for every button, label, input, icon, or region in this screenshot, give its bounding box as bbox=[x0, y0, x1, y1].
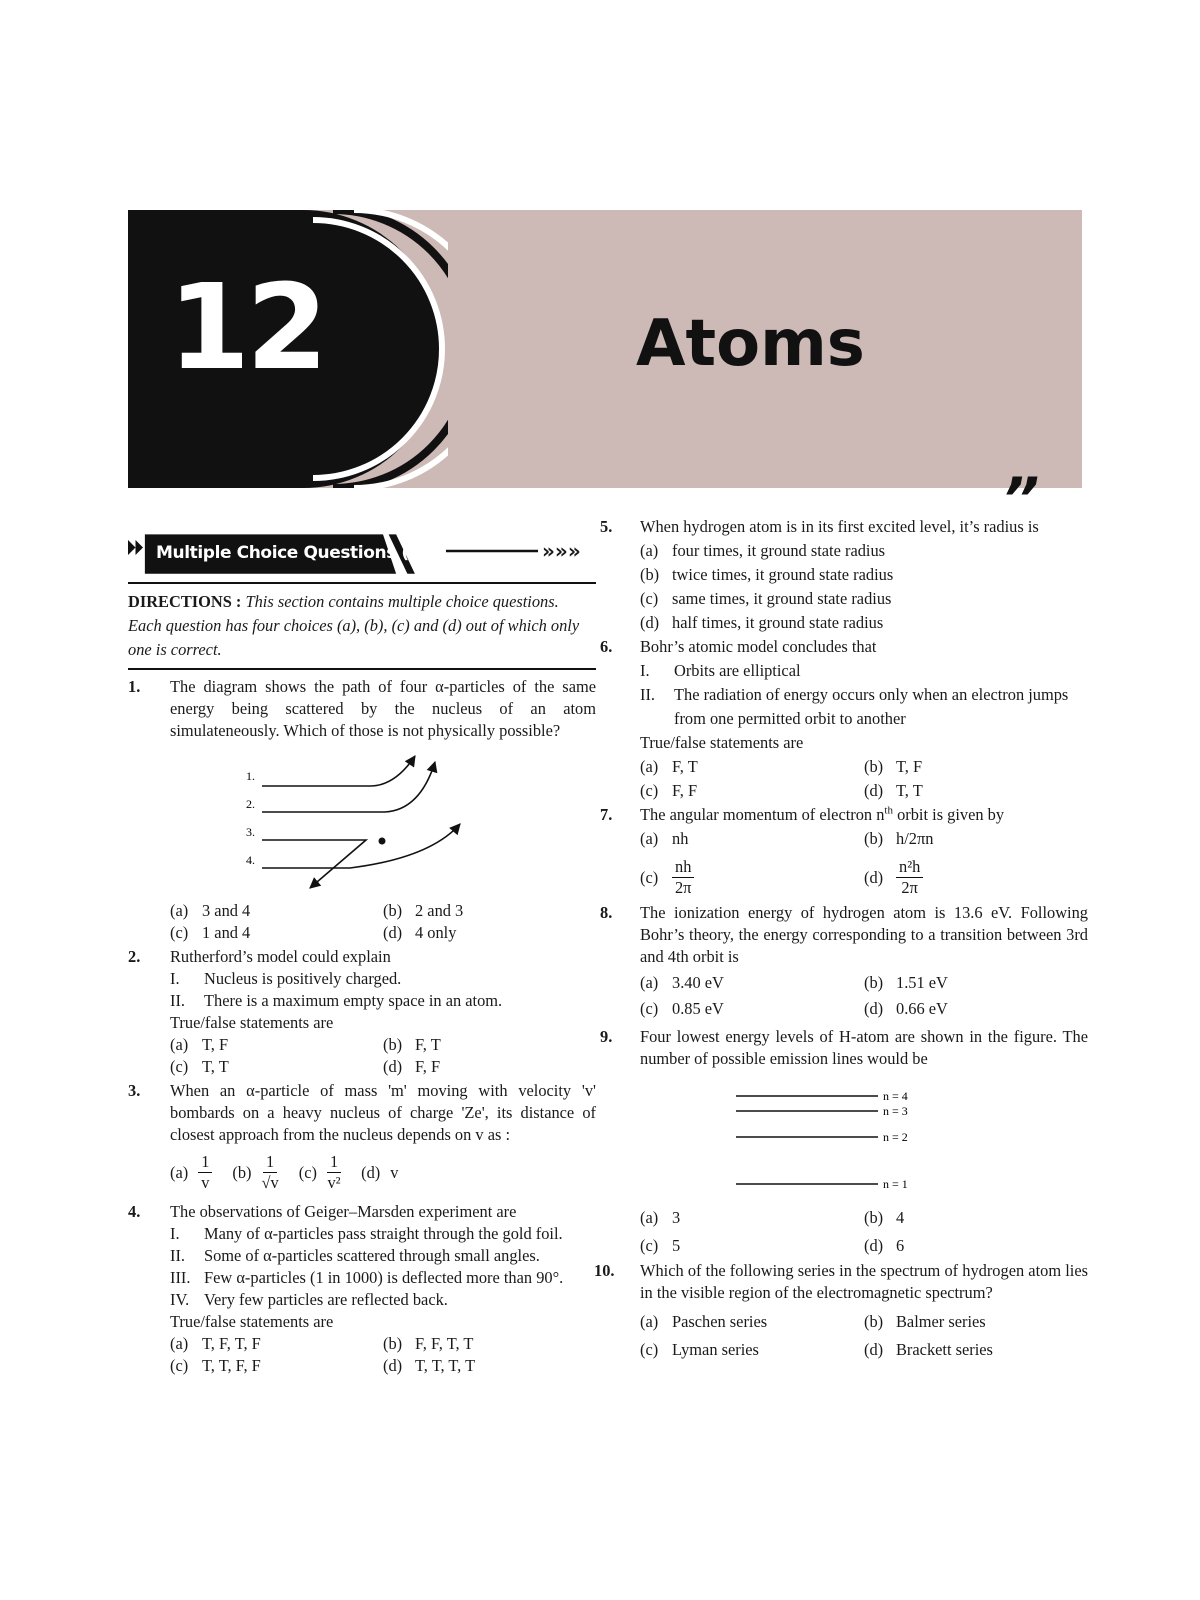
option-letter: (a) bbox=[170, 1035, 189, 1054]
option-text: F, T bbox=[672, 757, 698, 776]
chapter-title: Atoms bbox=[636, 307, 865, 381]
option-c[interactable] bbox=[170, 1355, 383, 1377]
option-text: 3 bbox=[672, 1208, 681, 1227]
option-text: 3.40 eV bbox=[672, 973, 724, 992]
option-b[interactable] bbox=[864, 1308, 1088, 1336]
question-10 bbox=[594, 1260, 1088, 1364]
question-text: The diagram shows the path of four α-particles of the same energy being scattered by the nucleus of an atom simulateneously. Which of those is not physically possible? bbox=[170, 677, 596, 740]
option-letter: (a) bbox=[640, 1312, 659, 1331]
option-letter: (c) bbox=[640, 781, 659, 800]
statement bbox=[170, 1267, 596, 1289]
option-letter: (a) bbox=[640, 829, 659, 848]
option-b[interactable] bbox=[383, 900, 596, 922]
option-a[interactable] bbox=[170, 900, 383, 922]
option-c[interactable] bbox=[299, 1152, 341, 1193]
statement bbox=[170, 1245, 596, 1267]
option-text: 4 bbox=[896, 1208, 905, 1227]
option-letter: (d) bbox=[864, 1340, 884, 1359]
option-text: T, T bbox=[896, 781, 923, 800]
question-number: 8. bbox=[600, 903, 613, 922]
option-text: T, T bbox=[202, 1057, 229, 1076]
option-b[interactable] bbox=[864, 970, 1088, 996]
option-letter: (d) bbox=[383, 923, 403, 942]
option-text: 0.66 eV bbox=[896, 999, 948, 1018]
option-text: 4 only bbox=[415, 923, 457, 942]
option-d[interactable] bbox=[640, 611, 1088, 635]
directions-text: This section contains multiple choice questions. Each question has four choices (a), (b), (c) and (d) out of which only one is correct. bbox=[128, 592, 580, 659]
question-number: 2. bbox=[128, 947, 141, 966]
path-label-1: 1. bbox=[246, 769, 255, 783]
alpha-scattering-figure bbox=[170, 748, 590, 898]
option-a[interactable] bbox=[170, 1333, 383, 1355]
directions-bottom-rule bbox=[128, 668, 596, 670]
option-text: F, F bbox=[672, 781, 698, 800]
level-label-n4: n = 4 bbox=[883, 1089, 908, 1103]
option-text: 2 and 3 bbox=[415, 901, 464, 920]
option-d[interactable] bbox=[864, 996, 1088, 1022]
statement-text: Nucleus is positively charged. bbox=[204, 969, 402, 988]
question-6 bbox=[600, 635, 1088, 803]
option-text: F, F bbox=[415, 1057, 441, 1076]
option-letter: (a) bbox=[640, 1208, 659, 1227]
option-a[interactable] bbox=[640, 539, 1088, 563]
option-text: half times, it ground state radius bbox=[672, 613, 884, 632]
statement-text: Many of α-particles pass straight through the gold foil. bbox=[204, 1224, 563, 1243]
question-number: 1. bbox=[128, 677, 141, 696]
options bbox=[640, 1204, 1088, 1260]
option-letter: (b) bbox=[864, 973, 884, 992]
options bbox=[170, 1034, 596, 1078]
option-text: h/2πn bbox=[896, 829, 934, 848]
fraction bbox=[672, 857, 694, 898]
option-d[interactable] bbox=[383, 1355, 596, 1377]
option-text: T, F, T, F bbox=[202, 1334, 261, 1353]
option-a[interactable] bbox=[640, 970, 864, 996]
level-label-n2: n = 2 bbox=[883, 1130, 908, 1144]
options bbox=[640, 827, 1088, 898]
option-letter: (c) bbox=[170, 1057, 189, 1076]
statement bbox=[640, 659, 1088, 683]
energy-level-diagram bbox=[640, 1074, 1080, 1204]
option-text: 5 bbox=[672, 1236, 681, 1255]
option-letter: (d) bbox=[864, 999, 884, 1018]
statement-text: Few α-particles (1 in 1000) is deflected more than 90°. bbox=[204, 1268, 564, 1287]
statement bbox=[170, 990, 596, 1012]
option-letter: (c) bbox=[640, 1340, 659, 1359]
question-number: 5. bbox=[600, 517, 613, 536]
option-letter: (c) bbox=[640, 589, 659, 608]
statement-label: II. bbox=[640, 685, 656, 704]
chapter-number: 12 bbox=[168, 258, 325, 396]
option-letter: (b) bbox=[232, 1162, 252, 1182]
tf-prompt: True/false statements are bbox=[170, 1013, 334, 1032]
option-c[interactable] bbox=[640, 587, 1088, 611]
statement-label: I. bbox=[170, 1224, 180, 1243]
option-letter: (b) bbox=[864, 757, 884, 776]
option-text: same times, it ground state radius bbox=[672, 589, 892, 608]
question-3 bbox=[128, 1080, 596, 1193]
option-a[interactable] bbox=[170, 1034, 383, 1056]
option-letter: (a) bbox=[170, 1334, 189, 1353]
option-text: F, F, T, T bbox=[415, 1334, 474, 1353]
question-1 bbox=[128, 676, 596, 944]
option-b[interactable] bbox=[864, 755, 1088, 779]
option-text: four times, it ground state radius bbox=[672, 541, 886, 560]
question-text-part: The angular momentum of electron n bbox=[640, 805, 885, 824]
question-text: When an α-particle of mass 'm' moving with velocity 'v' bombards on a heavy nucleus of charge 'Ze', its distance of closest approach from the nucleus depends on v as : bbox=[170, 1081, 596, 1144]
statement-text: Orbits are elliptical bbox=[674, 661, 801, 680]
options bbox=[170, 1152, 596, 1193]
denominator: √v bbox=[261, 1173, 279, 1192]
question-text: Bohr’s atomic model concludes that bbox=[640, 637, 877, 656]
options bbox=[640, 755, 1088, 803]
section-header bbox=[128, 530, 596, 582]
option-c[interactable] bbox=[640, 996, 864, 1022]
statement-text: There is a maximum empty space in an atom. bbox=[204, 991, 503, 1010]
option-b[interactable] bbox=[864, 827, 1088, 851]
statement bbox=[640, 683, 1088, 731]
question-9 bbox=[600, 1026, 1088, 1260]
option-a[interactable] bbox=[640, 1204, 864, 1232]
statement-text: Some of α-particles scattered through small angles. bbox=[204, 1246, 540, 1265]
option-b[interactable] bbox=[232, 1152, 278, 1193]
option-text: F, T bbox=[415, 1035, 441, 1054]
right-column bbox=[594, 515, 1088, 1364]
options bbox=[170, 1333, 596, 1377]
option-d[interactable] bbox=[864, 1336, 1088, 1364]
option-a[interactable] bbox=[640, 1308, 864, 1336]
option-letter: (b) bbox=[383, 1035, 403, 1054]
option-letter: (c) bbox=[640, 999, 659, 1018]
option-b[interactable] bbox=[640, 563, 1088, 587]
statement-label: II. bbox=[170, 991, 186, 1010]
option-text: nh bbox=[672, 829, 689, 848]
option-letter: (b) bbox=[640, 565, 660, 584]
option-text: T, F bbox=[896, 757, 923, 776]
option-text: Brackett series bbox=[896, 1340, 993, 1359]
option-d[interactable] bbox=[361, 1162, 398, 1184]
numerator: 1 bbox=[198, 1152, 212, 1173]
question-text bbox=[640, 803, 1088, 827]
option-letter: (d) bbox=[864, 867, 884, 887]
question-4 bbox=[128, 1201, 596, 1377]
option-letter: (d) bbox=[864, 1236, 884, 1255]
option-text: T, F bbox=[202, 1035, 229, 1054]
numerator: 1 bbox=[263, 1152, 277, 1173]
option-text: 3 and 4 bbox=[202, 901, 251, 920]
option-text: 6 bbox=[896, 1236, 905, 1255]
path-label-3: 3. bbox=[246, 825, 255, 839]
directions bbox=[128, 584, 596, 668]
question-number: 9. bbox=[600, 1027, 613, 1046]
fraction bbox=[198, 1152, 212, 1193]
path-label-4: 4. bbox=[246, 853, 255, 867]
question-text: Which of the following series in the spectrum of hydrogen atom lies in the visible region of the electromagnetic spectrum? bbox=[640, 1261, 1088, 1302]
option-c[interactable] bbox=[640, 1336, 864, 1364]
level-label-n3: n = 3 bbox=[883, 1104, 908, 1118]
statement bbox=[170, 968, 596, 990]
option-d[interactable] bbox=[864, 857, 1088, 898]
option-c[interactable] bbox=[170, 1056, 383, 1078]
tf-prompt: True/false statements are bbox=[640, 733, 804, 752]
option-d[interactable] bbox=[864, 779, 1088, 803]
question-text: When hydrogen atom is in its first excited level, it’s radius is bbox=[640, 517, 1039, 536]
question-number: 7. bbox=[600, 805, 613, 824]
option-text: Balmer series bbox=[896, 1312, 986, 1331]
option-letter: (d) bbox=[640, 613, 660, 632]
option-letter: (a) bbox=[640, 541, 659, 560]
statement bbox=[170, 1223, 596, 1245]
statement-text: The radiation of energy occurs only when an electron jumps from one permitted orbit to another bbox=[674, 685, 1069, 728]
option-text: twice times, it ground state radius bbox=[672, 565, 894, 584]
statement-label: I. bbox=[640, 661, 650, 680]
option-letter: (d) bbox=[864, 781, 884, 800]
question-text: The ionization energy of hydrogen atom is 13.6 eV. Following Bohr’s theory, the energy corresponding to a transition between 3rd and 4th orbit is bbox=[640, 903, 1088, 966]
fraction bbox=[896, 857, 923, 898]
option-letter: (a) bbox=[640, 973, 659, 992]
statement bbox=[170, 1289, 596, 1311]
question-text: Rutherford’s model could explain bbox=[170, 947, 391, 966]
statement-text: Very few particles are reflected back. bbox=[204, 1290, 448, 1309]
option-letter: (a) bbox=[640, 757, 659, 776]
option-d[interactable] bbox=[383, 1056, 596, 1078]
left-column bbox=[128, 530, 596, 1377]
numerator: nh bbox=[672, 857, 694, 878]
option-text: T, T, T, T bbox=[415, 1356, 476, 1375]
question-5 bbox=[600, 515, 1088, 635]
denominator: 2π bbox=[901, 878, 918, 897]
question-8 bbox=[600, 902, 1088, 1022]
option-letter: (a) bbox=[170, 1162, 189, 1182]
option-c[interactable] bbox=[640, 1232, 864, 1260]
question-text: Four lowest energy levels of H-atom are shown in the figure. The number of possible emission lines would be bbox=[640, 1027, 1088, 1068]
option-letter: (b) bbox=[864, 829, 884, 848]
option-letter: (c) bbox=[640, 867, 659, 887]
options bbox=[640, 970, 1088, 1022]
option-text: 1 and 4 bbox=[202, 923, 251, 942]
option-letter: (c) bbox=[170, 1356, 189, 1375]
option-d[interactable] bbox=[864, 1232, 1088, 1260]
option-letter: (c) bbox=[170, 923, 189, 942]
option-text: Lyman series bbox=[672, 1340, 759, 1359]
option-text: T, T, F, F bbox=[202, 1356, 261, 1375]
options bbox=[170, 900, 596, 944]
fraction bbox=[327, 1152, 341, 1193]
option-d[interactable] bbox=[383, 922, 596, 944]
option-text: Paschen series bbox=[672, 1312, 768, 1331]
question-number: 4. bbox=[128, 1202, 141, 1221]
option-letter: (d) bbox=[383, 1057, 403, 1076]
option-letter: (a) bbox=[170, 901, 189, 920]
section-arrows-icon: »»» bbox=[542, 539, 581, 563]
option-text: 1.51 eV bbox=[896, 973, 948, 992]
question-number: 6. bbox=[600, 637, 613, 656]
directions-label: DIRECTIONS : bbox=[128, 592, 242, 611]
option-c[interactable] bbox=[640, 857, 864, 898]
question-text-part: orbit is given by bbox=[892, 805, 1005, 824]
statement-label: I. bbox=[170, 969, 180, 988]
statement-label: IV. bbox=[170, 1290, 190, 1309]
level-label-n1: n = 1 bbox=[883, 1177, 908, 1191]
denominator: v² bbox=[327, 1173, 341, 1192]
option-letter: (b) bbox=[383, 1334, 403, 1353]
option-letter: (d) bbox=[361, 1162, 381, 1182]
question-number: 3. bbox=[128, 1081, 141, 1100]
path-label-2: 2. bbox=[246, 797, 255, 811]
option-letter: (b) bbox=[864, 1208, 884, 1227]
option-b[interactable] bbox=[383, 1333, 596, 1355]
option-b[interactable] bbox=[383, 1034, 596, 1056]
fraction bbox=[262, 1152, 279, 1193]
option-b[interactable] bbox=[864, 1204, 1088, 1232]
option-c[interactable] bbox=[640, 779, 864, 803]
option-c[interactable] bbox=[170, 922, 383, 944]
question-text: The observations of Geiger–Marsden experiment are bbox=[170, 1202, 517, 1221]
option-letter: (c) bbox=[640, 1236, 659, 1255]
denominator: 2π bbox=[674, 878, 692, 897]
quote-ornament: ” bbox=[1002, 465, 1040, 533]
numerator: 1 bbox=[327, 1152, 341, 1173]
question-7 bbox=[600, 803, 1088, 898]
statement-label: II. bbox=[170, 1246, 186, 1265]
option-text: 0.85 eV bbox=[672, 999, 724, 1018]
option-a[interactable] bbox=[640, 755, 864, 779]
tf-prompt: True/false statements are bbox=[170, 1312, 334, 1331]
question-2 bbox=[128, 946, 596, 1078]
question-number: 10. bbox=[594, 1261, 615, 1280]
option-letter: (c) bbox=[298, 1162, 317, 1182]
options bbox=[640, 1308, 1088, 1364]
option-letter: (d) bbox=[383, 1356, 403, 1375]
section-title: Multiple Choice Questions (MCQs) bbox=[156, 543, 469, 563]
option-a[interactable] bbox=[170, 1152, 212, 1193]
numerator: n²h bbox=[896, 857, 923, 878]
denominator: v bbox=[201, 1173, 210, 1192]
option-a[interactable] bbox=[640, 827, 864, 851]
option-text: v bbox=[390, 1162, 399, 1182]
statement-label: III. bbox=[170, 1268, 191, 1287]
option-letter: (b) bbox=[383, 901, 403, 920]
superscript: th bbox=[884, 804, 893, 817]
option-letter: (b) bbox=[864, 1312, 884, 1331]
